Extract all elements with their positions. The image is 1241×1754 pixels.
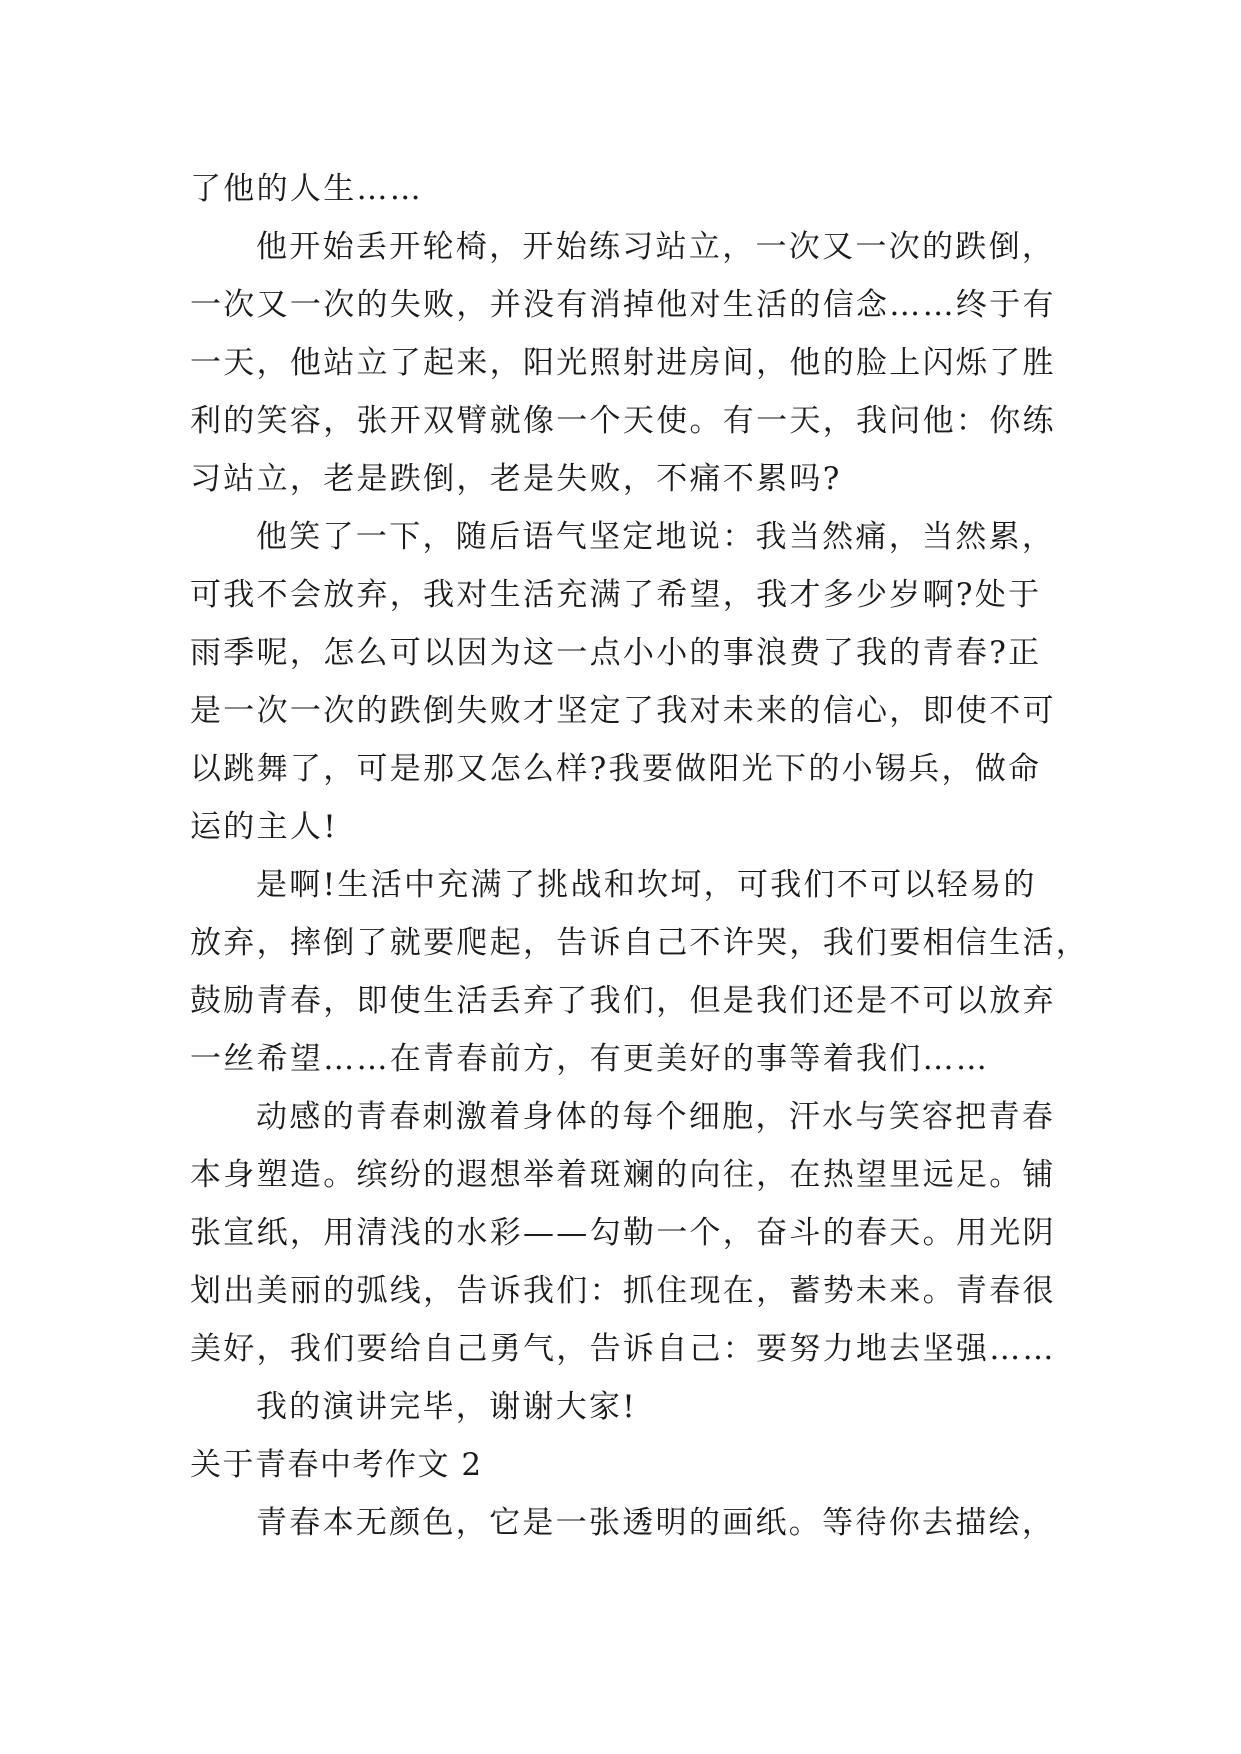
text-line: 雨季呢，怎么可以因为这一点小小的事浪费了我的青春?正 <box>190 635 1042 671</box>
text-line: 美好，我们要给自己勇气，告诉自己：要努力地去坚强…… <box>190 1331 1056 1367</box>
text-line: 一次又一次的失败，并没有消掉他对生活的信念……终于有 <box>190 287 1056 323</box>
text-line: 习站立，老是跌倒，老是失败，不痛不累吗? <box>190 461 842 497</box>
text-line: 一天，他站立了起来，阳光照射进房间，他的脸上闪烁了胜 <box>190 345 1056 381</box>
text-line: 我的演讲完毕，谢谢大家! <box>256 1389 638 1425</box>
text-line: 动感的青春刺激着身体的每个细胞，汗水与笑容把青春 <box>256 1099 1056 1135</box>
text-line: 是啊!生活中充满了挑战和坎坷，可我们不可以轻易的 <box>256 867 1037 903</box>
text-line: 利的笑容，张开双臂就像一个天使。有一天，我问他：你练 <box>190 403 1056 439</box>
text-line: 他笑了一下，随后语气坚定地说：我当然痛，当然累， <box>256 519 1056 555</box>
text-line: 运的主人! <box>190 809 338 845</box>
text-line: 一丝希望……在青春前方，有更美好的事等着我们…… <box>190 1041 990 1077</box>
document-body <box>190 160 1090 1552</box>
text-line: 以跳舞了，可是那又怎么样?我要做阳光下的小锡兵，做命 <box>190 751 1042 787</box>
text-line: 张宣纸，用清浅的水彩——勾勒一个，奋斗的春天。用光阴 <box>190 1215 1056 1251</box>
text-line: 放弃，摔倒了就要爬起，告诉自己不许哭，我们要相信生活， <box>190 925 1090 961</box>
text-line: 是一次一次的跌倒失败才坚定了我对未来的信心，即使不可 <box>190 693 1056 729</box>
text-line: 鼓励青春，即使生活丢弃了我们，但是我们还是不可以放弃 <box>190 983 1056 1019</box>
text-line: 他开始丢开轮椅，开始练习站立，一次又一次的跌倒， <box>256 229 1056 265</box>
text-line: 青春本无颜色，它是一张透明的画纸。等待你去描绘， <box>256 1505 1056 1541</box>
text-line: 本身塑造。缤纷的遐想举着斑斓的向往，在热望里远足。铺 <box>190 1157 1056 1193</box>
section-heading: 关于青春中考作文 2 <box>190 1447 483 1483</box>
text-line: 可我不会放弃，我对生活充满了希望，我才多少岁啊?处于 <box>190 577 1042 613</box>
text-line: 了他的人生…… <box>190 171 424 207</box>
text-line: 划出美丽的弧线，告诉我们：抓住现在，蓄势未来。青春很 <box>190 1273 1056 1309</box>
